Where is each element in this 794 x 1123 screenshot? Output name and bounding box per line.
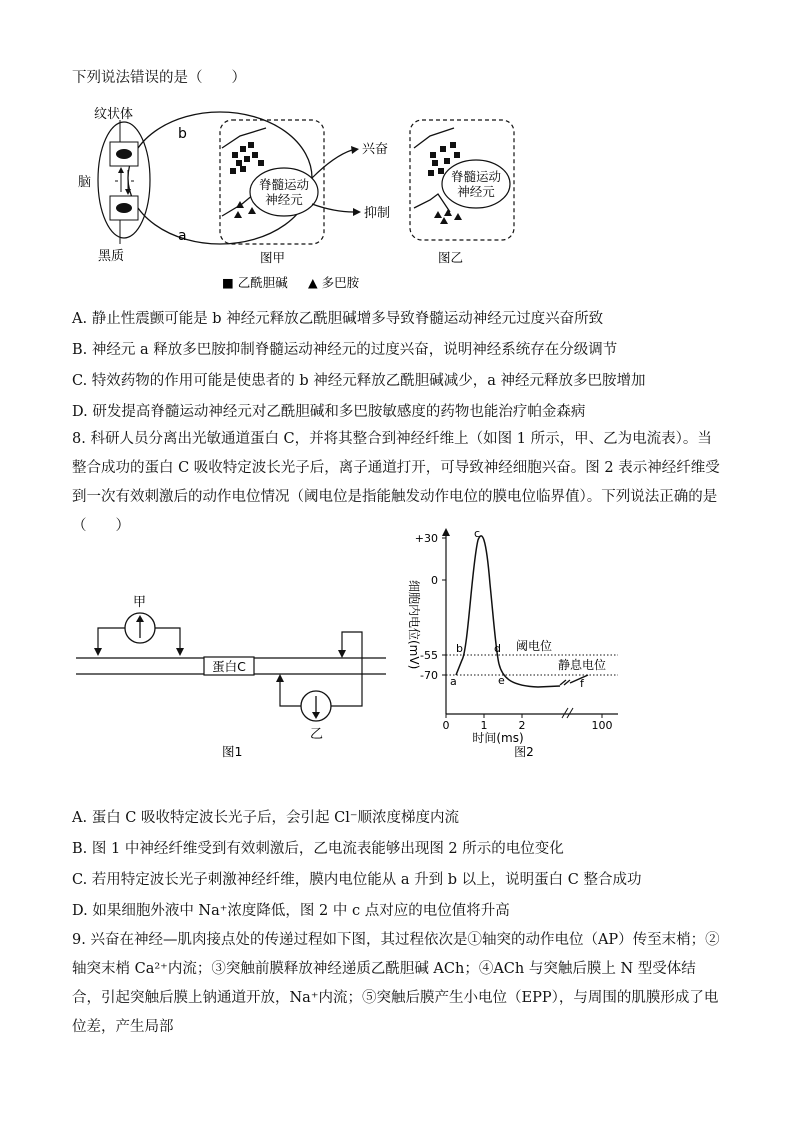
brain-label: 脑	[78, 175, 92, 190]
ytick-70: -70	[420, 669, 438, 682]
q8-option-d: D. 如果细胞外液中 Na⁺浓度降低，图 2 中 c 点对应的电位值将升高	[72, 903, 510, 919]
x-axis-label: 时间(ms)	[472, 731, 524, 745]
meter-yi-label: 乙	[310, 727, 324, 742]
motor-neuron-yi-2: 神经元	[457, 184, 495, 199]
meter-jia-label: 甲	[133, 595, 147, 610]
motor-neuron-jia-1: 脊髓运动	[258, 177, 310, 192]
fig1-caption: 图1	[222, 744, 243, 759]
point-c: c	[474, 527, 481, 540]
q8-option-a: A. 蛋白 C 吸收特定波长光子后，会引起 Cl⁻顺浓度梯度内流	[72, 810, 459, 826]
point-a: a	[450, 675, 457, 688]
q7-option-d: D. 研发提高脊髓运动神经元对乙酰胆碱和多巴胺敏感度的药物也能治疗帕金森病	[72, 404, 586, 420]
point-e: e	[498, 674, 505, 687]
point-f: f	[580, 677, 584, 690]
substantia-label: 黑质	[98, 249, 125, 264]
fig-yi-caption: 图乙	[438, 250, 464, 265]
motor-neuron-jia-2: 神经元	[265, 192, 303, 207]
q8-figure-2	[398, 524, 626, 760]
point-d: d	[494, 642, 501, 655]
legend-ach: ■ 乙酰胆碱	[222, 275, 288, 290]
q7-option-c: C. 特效药物的作用可能是使患者的 b 神经元释放乙酰胆碱减少，a 神经元释放多巴胺增加	[72, 373, 646, 389]
q7-option-b: B. 神经元 a 释放多巴胺抑制脊髓运动神经元的过度兴奋，说明神经系统存在分级调节	[72, 342, 618, 358]
point-b: b	[456, 642, 463, 655]
q8-option-c: C. 若用特定波长光子刺激神经纤维，膜内电位能从 a 升到 b 以上，说明蛋白 C 整合成功	[72, 872, 642, 888]
fig2-caption: 图2	[514, 745, 534, 759]
fig-jia-caption: 图甲	[260, 250, 286, 265]
q9-stem: 9. 兴奋在神经—肌肉接点处的传递过程如下图，其过程依次是①轴突的动作电位（AP）传至末梢；②轴突末梢 Ca²⁺内流；③突触前膜释放神经递质乙酰胆碱 ACh；④ACh 与突触后膜上 N 型受体结合，引起突触后膜上钠通道开放，Na⁺内流；⑤突触后膜产生小电位（EPP），与周围的肌膜形成了电位差，产生局部	[72, 932, 720, 1035]
xtick-100: 100	[591, 719, 613, 732]
excite-label: 兴奋	[362, 142, 389, 157]
xtick-2: 2	[518, 719, 526, 732]
q8-stem: 8. 科研人员分离出光敏通道蛋白 C，并将其整合到神经纤维上（如图 1 所示，甲、乙为电流表）。当整合成功的蛋白 C 吸收特定波长光子后，离子通道打开，可导致神经细胞兴奋。图 2 表示神经纤维受到一次有效刺激后的动作电位情况（阈电位是指能触发动作电位的膜电位临界值）。下列说法正确的是（ ）	[72, 431, 720, 534]
q7-stem-tail: 下列说法错误的是（ ）	[72, 70, 246, 86]
q7-option-a: A. 静止性震颤可能是 b 神经元释放乙酰胆碱增多导致脊髓运动神经元过度兴奋所致	[72, 311, 604, 327]
legend-dopamine: ▲ 多巴胺	[308, 275, 360, 290]
q8-option-b: B. 图 1 中神经纤维受到有效刺激后，乙电流表能够出现图 2 所示的电位变化	[72, 841, 564, 857]
label-a: a	[178, 228, 187, 244]
xtick-0: 0	[442, 719, 450, 732]
inhibit-label: 抑制	[364, 206, 391, 221]
ytick-55: -55	[420, 649, 438, 662]
q8-figure-1	[72, 586, 392, 762]
motor-neuron-yi-1: 脊髓运动	[450, 169, 502, 184]
ytick-0: 0	[431, 574, 438, 587]
threshold-label: 阈电位	[516, 639, 553, 653]
striatum-label: 纹状体	[94, 107, 134, 122]
protein-c-label: 蛋白C	[212, 659, 246, 674]
xtick-1: 1	[480, 719, 488, 732]
y-axis-label: 细胞内电位(mV)	[407, 580, 421, 670]
ytick-30: +30	[414, 532, 438, 545]
label-b: b	[178, 126, 187, 142]
resting-label: 静息电位	[558, 658, 607, 672]
q7-figure	[72, 100, 532, 296]
